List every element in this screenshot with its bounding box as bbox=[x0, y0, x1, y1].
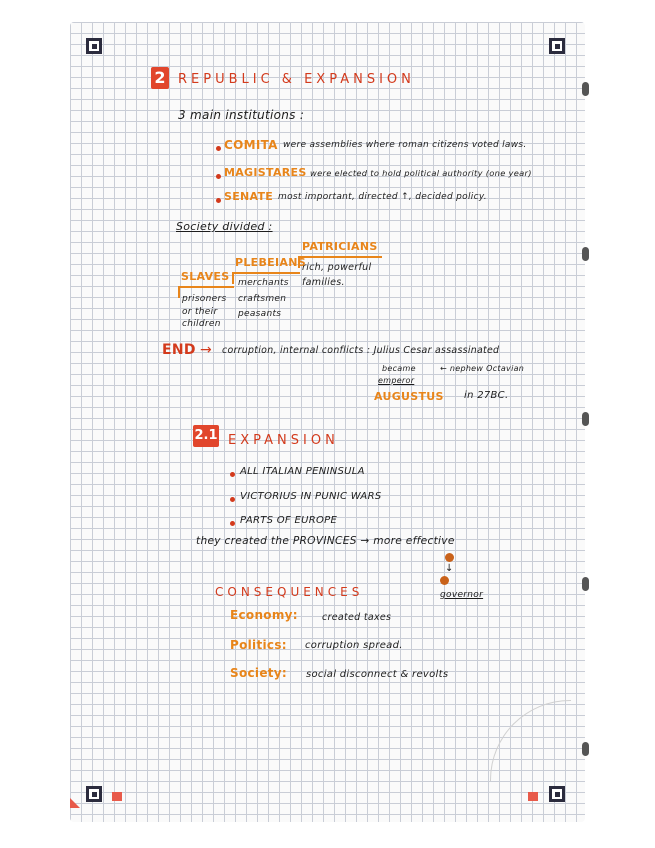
expansion-item: PARTS OF EUROPE bbox=[240, 515, 338, 526]
plebeians-desc: merchants bbox=[238, 278, 289, 288]
section-number-badge: 2 bbox=[151, 67, 169, 89]
institution-term: MAGISTARES bbox=[224, 166, 307, 179]
bullet-icon bbox=[216, 198, 221, 203]
arrow-right-icon: → bbox=[200, 342, 213, 358]
bullet-icon bbox=[216, 146, 221, 151]
corner-marker-icon bbox=[549, 38, 565, 54]
binder-hole bbox=[582, 412, 589, 426]
institution-term: SENATE bbox=[224, 190, 274, 203]
institution-description: were assemblies where roman citizens voted laws. bbox=[283, 140, 527, 150]
institution-description: most important, directed ↑, decided policy. bbox=[278, 192, 487, 202]
patricians-bracket bbox=[298, 256, 382, 258]
slaves-bracket bbox=[178, 286, 234, 288]
corner-marker-icon bbox=[549, 786, 565, 802]
slaves-desc: children bbox=[182, 319, 221, 329]
expansion-item: ALL ITALIAN PENINSULA bbox=[240, 466, 365, 477]
binder-hole bbox=[582, 247, 589, 261]
governor-label: governor bbox=[440, 590, 484, 600]
patricians-desc: rich, powerful bbox=[302, 262, 372, 273]
bullet-icon bbox=[230, 521, 235, 526]
consequence-text: created taxes bbox=[322, 612, 392, 623]
consequence-term: Politics: bbox=[230, 638, 287, 652]
binder-hole bbox=[582, 82, 589, 96]
section-title: REPUBLIC & EXPANSION bbox=[178, 72, 415, 87]
consequences-title: CONSEQUENCES bbox=[215, 585, 364, 599]
institution-description: were elected to hold political authority (one year) bbox=[310, 168, 532, 178]
corner-marker-icon bbox=[86, 38, 102, 54]
patricians-label: PATRICIANS bbox=[302, 240, 378, 253]
slaves-bracket-side bbox=[178, 286, 180, 298]
end-description: corruption, internal conflicts : Julius Cesar assassinated bbox=[222, 345, 500, 356]
slaves-desc: or their bbox=[182, 307, 218, 317]
slaves-label: SLAVES bbox=[181, 270, 230, 283]
consequence-text: corruption spread. bbox=[305, 640, 403, 651]
patricians-desc: families. bbox=[302, 277, 345, 288]
subsection-title: EXPANSION bbox=[228, 433, 339, 448]
binder-hole bbox=[582, 742, 589, 756]
corner-accent-mark bbox=[112, 792, 122, 801]
binder-hole bbox=[582, 577, 589, 591]
augustus-year: in 27BC. bbox=[464, 390, 509, 401]
end-label: END bbox=[162, 342, 196, 358]
subsection-number-badge: 2.1 bbox=[193, 425, 219, 447]
bullet-icon bbox=[230, 472, 235, 477]
plebeians-desc: peasants bbox=[238, 309, 282, 319]
corner-accent-mark bbox=[528, 792, 538, 801]
arrow-down-icon: ↓ bbox=[445, 563, 454, 574]
nephew-text: ← nephew Octavian bbox=[440, 364, 525, 373]
became-text: emperor bbox=[378, 376, 415, 385]
bullet-icon bbox=[216, 174, 221, 179]
augustus-label: AUGUSTUS bbox=[374, 390, 444, 403]
institution-term: COMITA bbox=[224, 138, 278, 152]
plebeians-bracket bbox=[232, 272, 300, 274]
consequence-term: Economy: bbox=[230, 608, 298, 622]
provinces-text: they created the PROVINCES → more effective bbox=[196, 535, 455, 547]
plebeians-label: PLEBEIANS bbox=[235, 256, 306, 269]
governor-icon bbox=[440, 576, 449, 585]
expansion-item: VICTORIUS IN PUNIC WARS bbox=[240, 491, 382, 502]
bullet-icon bbox=[230, 497, 235, 502]
consequence-term: Society: bbox=[230, 666, 288, 680]
plebeians-desc: craftsmen bbox=[238, 294, 287, 304]
province-icon bbox=[445, 553, 454, 562]
plebeians-bracket-side bbox=[232, 272, 234, 284]
became-text: became bbox=[382, 364, 416, 373]
corner-marker-icon bbox=[86, 786, 102, 802]
institutions-heading: 3 main institutions : bbox=[178, 108, 305, 122]
society-heading: Society divided : bbox=[176, 220, 273, 233]
consequence-text: social disconnect & revolts bbox=[306, 669, 449, 680]
slaves-desc: prisoners bbox=[182, 294, 227, 304]
